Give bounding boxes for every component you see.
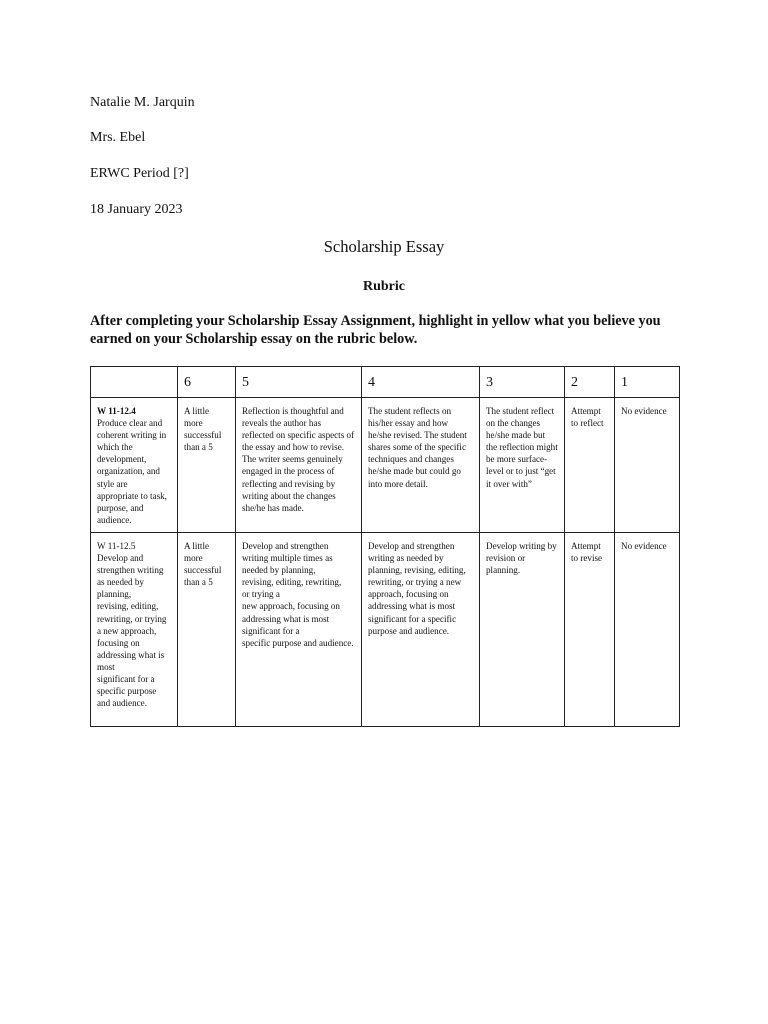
score-2-text: Attempt to reflect bbox=[571, 406, 604, 429]
score-1-cell bbox=[615, 533, 680, 727]
score-1-text: No evidence bbox=[621, 541, 667, 551]
student-name: Natalie M. Jarquin bbox=[90, 95, 195, 110]
header-cell-score-6: 6 bbox=[178, 367, 236, 398]
score-6-text: A little more successful than a 5 bbox=[184, 406, 222, 453]
standard-cell bbox=[91, 533, 178, 727]
instructions-paragraph: After completing your Scholarship Essay Assignment, highlight in yellow what you believe you earned on your Scholarship essay on the rubric below. bbox=[90, 313, 661, 347]
score-4-cell bbox=[362, 533, 480, 727]
score-2-text: Attempt to revise bbox=[571, 541, 603, 564]
header-cell-score-4: 4 bbox=[362, 367, 480, 398]
header-cell-score-5: 5 bbox=[236, 367, 362, 398]
standard-description: Develop and strengthen writing as needed by planning, revising, editing, rewriting, or trying a new approach, focusing on addressing what is most significant for a specific purpose and audience. bbox=[97, 553, 167, 709]
header-cell-score-1: 1 bbox=[615, 367, 680, 398]
teacher-name: Mrs. Ebel bbox=[90, 130, 146, 145]
score-5-cell bbox=[236, 398, 362, 533]
score-1-text: No evidence bbox=[621, 406, 667, 416]
score-1-cell bbox=[615, 398, 680, 533]
score-4-cell bbox=[362, 398, 480, 533]
score-5-cell bbox=[236, 533, 362, 727]
score-2-cell bbox=[565, 533, 615, 727]
rubric-header-row bbox=[91, 367, 680, 398]
score-4-text: Develop and strengthen writing as needed by planning, revising, editing, rewriting, or trying a new approach, focusing on addressing what is most significant for a specific purpose and audience. bbox=[368, 541, 466, 636]
rubric-row-w11-12-4 bbox=[91, 398, 680, 533]
standard-code: W 11-12.5 bbox=[97, 541, 136, 551]
rubric-heading: Rubric bbox=[363, 279, 405, 294]
document-date: 18 January 2023 bbox=[90, 202, 183, 217]
score-5-text: Reflection is thoughtful and reveals the author has reflected on specific aspects of the essay and how to revise. The writer seems genuinely engaged in the process of reflecting and revising by writing about the changes she/he has made. bbox=[242, 406, 355, 513]
standard-cell bbox=[91, 398, 178, 533]
header-cell-standard bbox=[91, 367, 178, 398]
score-3-text: Develop writing by revision or planning. bbox=[486, 541, 557, 576]
score-3-cell bbox=[480, 398, 565, 533]
score-6-text: A little more successful than a 5 bbox=[184, 541, 222, 588]
document-title: Scholarship Essay bbox=[323, 237, 445, 256]
standard-code: W 11-12.4 bbox=[97, 406, 136, 416]
score-4-text: The student reflects on his/her essay and how he/she revised. The student shares some of the specific techniques and changes he/she made but could go into more detail. bbox=[368, 406, 467, 489]
score-5-text: Develop and strengthen writing multiple times as needed by planning, revising, editing, rewriting, or trying a new approach, focusing on addressing what is most significant for a specific purpose and audience. bbox=[242, 541, 354, 648]
rubric-table bbox=[90, 366, 680, 727]
score-6-cell bbox=[178, 398, 236, 533]
rubric-row-w11-12-5 bbox=[91, 533, 680, 727]
score-6-cell bbox=[178, 533, 236, 727]
score-3-text: The student reflect on the changes he/she made but the reflection might be more surface-level or to just “get it over with” bbox=[486, 406, 558, 489]
standard-description: Produce clear and coherent writing in which the development, organization, and style are appropriate to task, purpose, and audience. bbox=[97, 418, 167, 525]
header-cell-score-2: 2 bbox=[565, 367, 615, 398]
header-cell-score-3: 3 bbox=[480, 367, 565, 398]
score-2-cell bbox=[565, 398, 615, 533]
class-period: ERWC Period [?] bbox=[90, 166, 189, 181]
score-3-cell bbox=[480, 533, 565, 727]
